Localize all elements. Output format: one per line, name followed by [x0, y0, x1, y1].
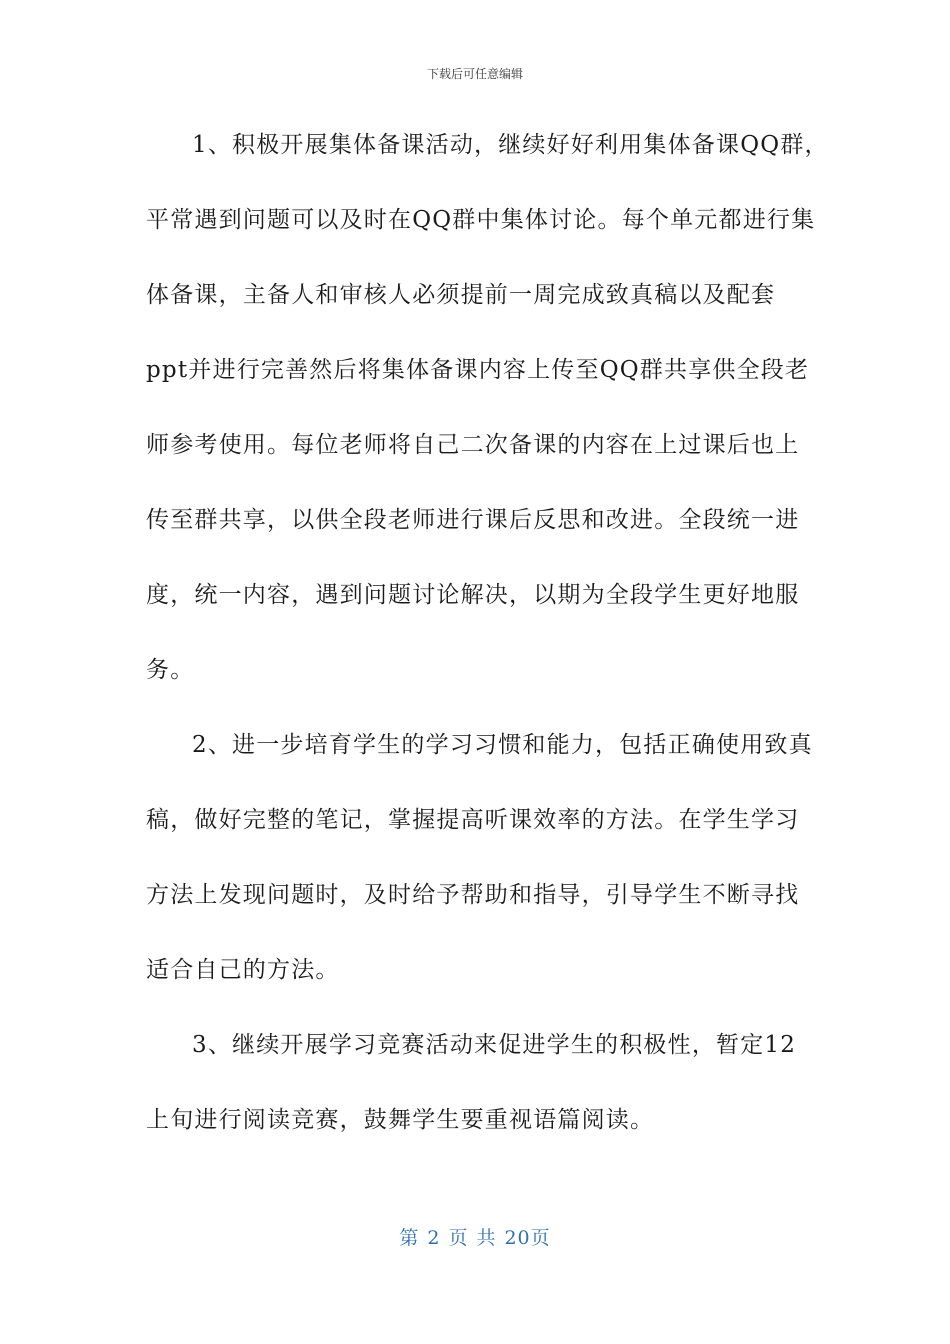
text-line: 稿，做好完整的笔记，掌握提高听课效率的方法。在学生学习 [146, 807, 800, 833]
text-line: 适合自己的方法。 [146, 957, 340, 983]
text-line: 方法上发现问题时，及时给予帮助和指导，引导学生不断寻找 [146, 882, 800, 908]
footer-page-label: 页 [448, 1227, 469, 1249]
text-line: 务。 [146, 657, 195, 683]
page-footer [0, 1226, 950, 1250]
text-line: 1、积极开展集体备课活动，继续好好利用集体备课QQ群， [192, 132, 829, 158]
page-header: 下载后可任意编辑 [426, 67, 523, 81]
text-line: 体备课，主备人和审核人必须提前一周完成致真稿以及配套 [146, 282, 776, 308]
text-line: 传至群共享，以供全段老师进行课后反思和改进。全段统一进 [146, 507, 800, 533]
text-line: 上旬进行阅读竞赛，鼓舞学生要重视语篇阅读。 [146, 1107, 655, 1133]
paragraph-3 [146, 1008, 806, 1158]
paragraph-2 [146, 708, 813, 1008]
document-body [146, 108, 829, 1158]
current-page-number: 2 [427, 1227, 441, 1249]
text-line: 平常遇到问题可以及时在QQ群中集体讨论。每个单元都进行集 [146, 207, 816, 233]
footer-total-label: 共 [476, 1227, 497, 1249]
text-line: ppt并进行完善然后将集体备课内容上传至QQ群共享供全段老 [146, 357, 810, 383]
paragraph-1 [146, 108, 829, 708]
text-line: 度，统一内容，遇到问题讨论解决，以期为全段学生更好地服 [146, 582, 800, 608]
total-pages: 20页 [504, 1227, 551, 1249]
text-line: 3、继续开展学习竞赛活动来促进学生的积极性，暂定12 [192, 1032, 797, 1058]
footer-prefix: 第 [399, 1227, 420, 1249]
text-line: 师参考使用。每位老师将自己二次备课的内容在上过课后也上 [146, 432, 800, 458]
text-line: 2、进一步培育学生的学习习惯和能力，包括正确使用致真 [192, 732, 813, 758]
